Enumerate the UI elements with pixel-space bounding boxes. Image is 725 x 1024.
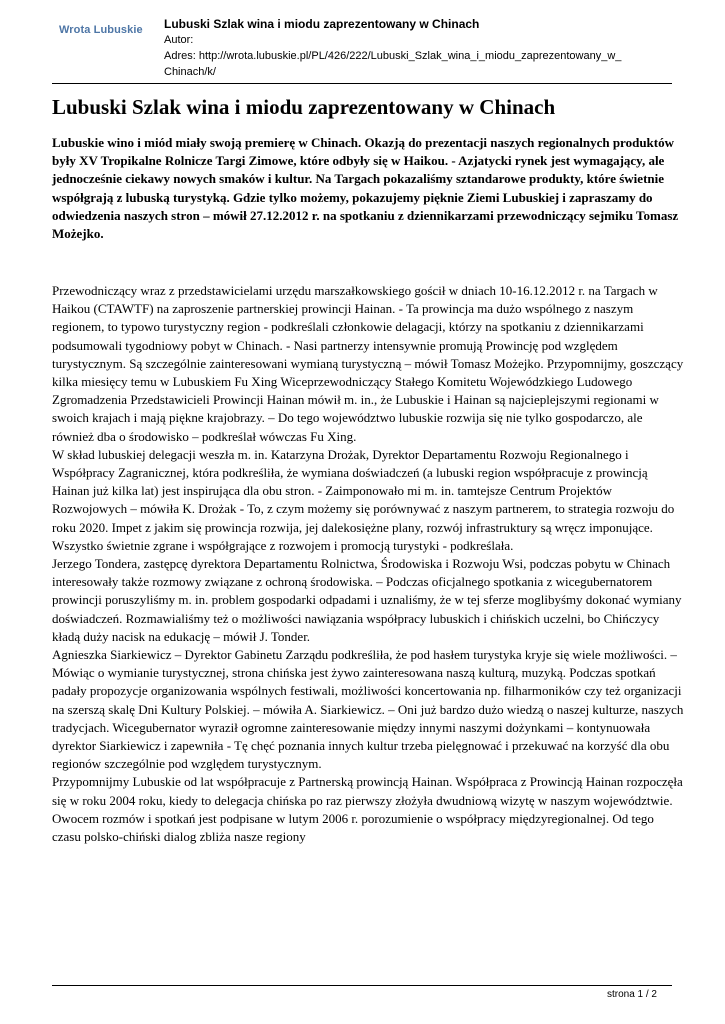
paragraph: Jerzego Tondera, zastępcę dyrektora Departamentu Rolnictwa, Środowiska i Rozwoju Wsi, podczas pobytu w Chinach interesowały także rozmowy związane z ochroną środowiska. – Podczas oficjalnego spotkania z wicegubernatorem prowincji poruszyliśmy m. in. problem gospodarki odpadami i uznaliśmy, że w tej sferze moglibyśmy dokonać wymiany doświadczeń. Rozmawialiśmy też o możliwości nawiązania współpracy lubuskich i chińskich uczelni, bo Chińczycy kładą duży nacisk na edukację – mówił J. Tonder. (52, 556, 682, 644)
site-logo: Wrota Lubuskie (59, 24, 143, 36)
footer-divider (52, 985, 672, 986)
page-number: strona 1 / 2 (606, 989, 657, 1000)
paragraph: Przewodniczący wraz z przedstawicielami urzędu marszałkowskiego gościł w dniach 10-16.12.2012 r. na Targach w Haikou (CTAWTF) na zaproszenie partnerskiej prowincji Hainan. - Ta prowincja ma dużo wspólnego z naszym regionem, to typowo turystyczny region - podkreślali członkowie delagacji, którzy na spotkaniu z dziennikarzami podsumowali tygodniowy pobyt w Chinach. - Nasi partnerzy intensywnie promują Prowincję pod względem turystycznym. Są szczególnie zainteresowani wymianą turystyczną – mówił Tomasz Możejko. Przypomnijmy, goszczący kilka miesięcy temu w Lubuskiem Fu Xing Wiceprzewodniczący Stałego Komitetu Wojewódzkiego Ludowego Zgromadzenia Przedstawicieli Prowincji Hainan mówił m. in., że Lubuskie i Hainan są najcieplejszymi regionami w swoich krajach i mają piękne krajobrazy. – Do tego województwo lubuskie rozwija się nie tylko gospodarczo, ale również dba o środowisko – podkreślał wówczas Fu Xing. (52, 283, 684, 444)
header-title: Lubuski Szlak wina i miodu zaprezentowany w Chinach (164, 17, 480, 31)
header-meta (164, 16, 674, 80)
article-title: Lubuski Szlak wina i miodu zaprezentowany w Chinach (52, 95, 556, 119)
article-body (52, 282, 684, 846)
header-divider (52, 83, 672, 84)
document-header (52, 14, 672, 82)
header-address-line2: Chinach/k/ (164, 66, 216, 78)
header-author: Autor: (164, 34, 194, 46)
paragraph: Przypomnijmy Lubuskie od lat współpracuje z Partnerską prowincją Hainan. Współpraca z Prowincją Hainan rozpoczęła się w roku 2004 roku, kiedy to delegacja chińska po raz pierwszy złożyła dwudniową wizytę w naszym województwie. Owocem rozmów i spotkań jest podpisane w lutym 2006 r. porozumienie o współpracy międzyregionalnej. Od tego czasu polsko-chiński dialog zbliża nasze regiony (52, 774, 683, 845)
paragraph: W skład lubuskiej delegacji weszła m. in. Katarzyna Drożak, Dyrektor Departamentu Rozwoju Regionalnego i Współpracy Zagranicznej, która podkreśliła, że wymiana doświadczeń (a lubuski region współpracuje z prowincją Hainan już kilka lat) jest inspirująca dla obu stron. - Zaimponowało mi m. in. tamtejsze Centrum Projektów Rozwojowych – mówiła K. Drożak - To, z czym możemy się porównywać z naszym partnerem, to strategia rozwoju do roku 2020. Impet z jakim się prowincja rozwija, jej dalekosiężne plany, rozwój infrastruktury są wręcz imponujące. Wszystko świetnie zgrane i współgrające z rozwojem i promocją turystyki - podkreślała. (52, 446, 675, 553)
header-address-line1: Adres: http://wrota.lubuskie.pl/PL/426/222/Lubuski_Szlak_wina_i_miodu_zaprezentowany_w_ (164, 50, 622, 62)
paragraph: Agnieszka Siarkiewicz – Dyrektor Gabinetu Zarządu podkreśliła, że pod hasłem turystyka kryje się wiele możliwości. – Mówiąc o wymianie turystycznej, strona chińska jest żywo zainteresowana naszą kulturą, muzyką. Podczas spotkań padały propozycje organizowania wspólnych festiwali, możliwości koncertowania np. filharmoników czy też organizacji na szerszą skalę Dni Kultury Polskiej. – mówiła A. Siarkiewicz. – Oni już bardzo dużo wiedzą o naszej kulturze, naszych tradycjach. Wicegubernator wyraził ogromne zainteresowanie między innymi naszymi dożynkami – kontynuowała dyrektor Siarkiewicz i zapewniła - Tę chęć poznania innych kultur trzeba pielęgnować i przekuwać na korzyść dla obu regionów szczególnie pod względem turystycznym. (52, 647, 684, 772)
article-lead: Lubuskie wino i miód miały swoją premierę w Chinach. Okazją do prezentacji naszych regionalnych produktów były XV Tropikalne Rolnicze Targi Zimowe, które odbyły się w Haikou. - Azjatycki rynek jest wymagający, ale jednocześnie ciekawy nowych smaków i kultur. Na Targach pokazaliśmy sztandarowe produkty, które świetnie współgrają z lubuską turystyką. Gdzie tylko możemy, pokazujemy pięknie Ziemi Lubuskiej i zapraszamy do odwiedzenia naszych stron – mówił 27.12.2012 r. na spotkaniu z dziennikarzami przewodniczący sejmiku Tomasz Możejko. (52, 135, 679, 242)
